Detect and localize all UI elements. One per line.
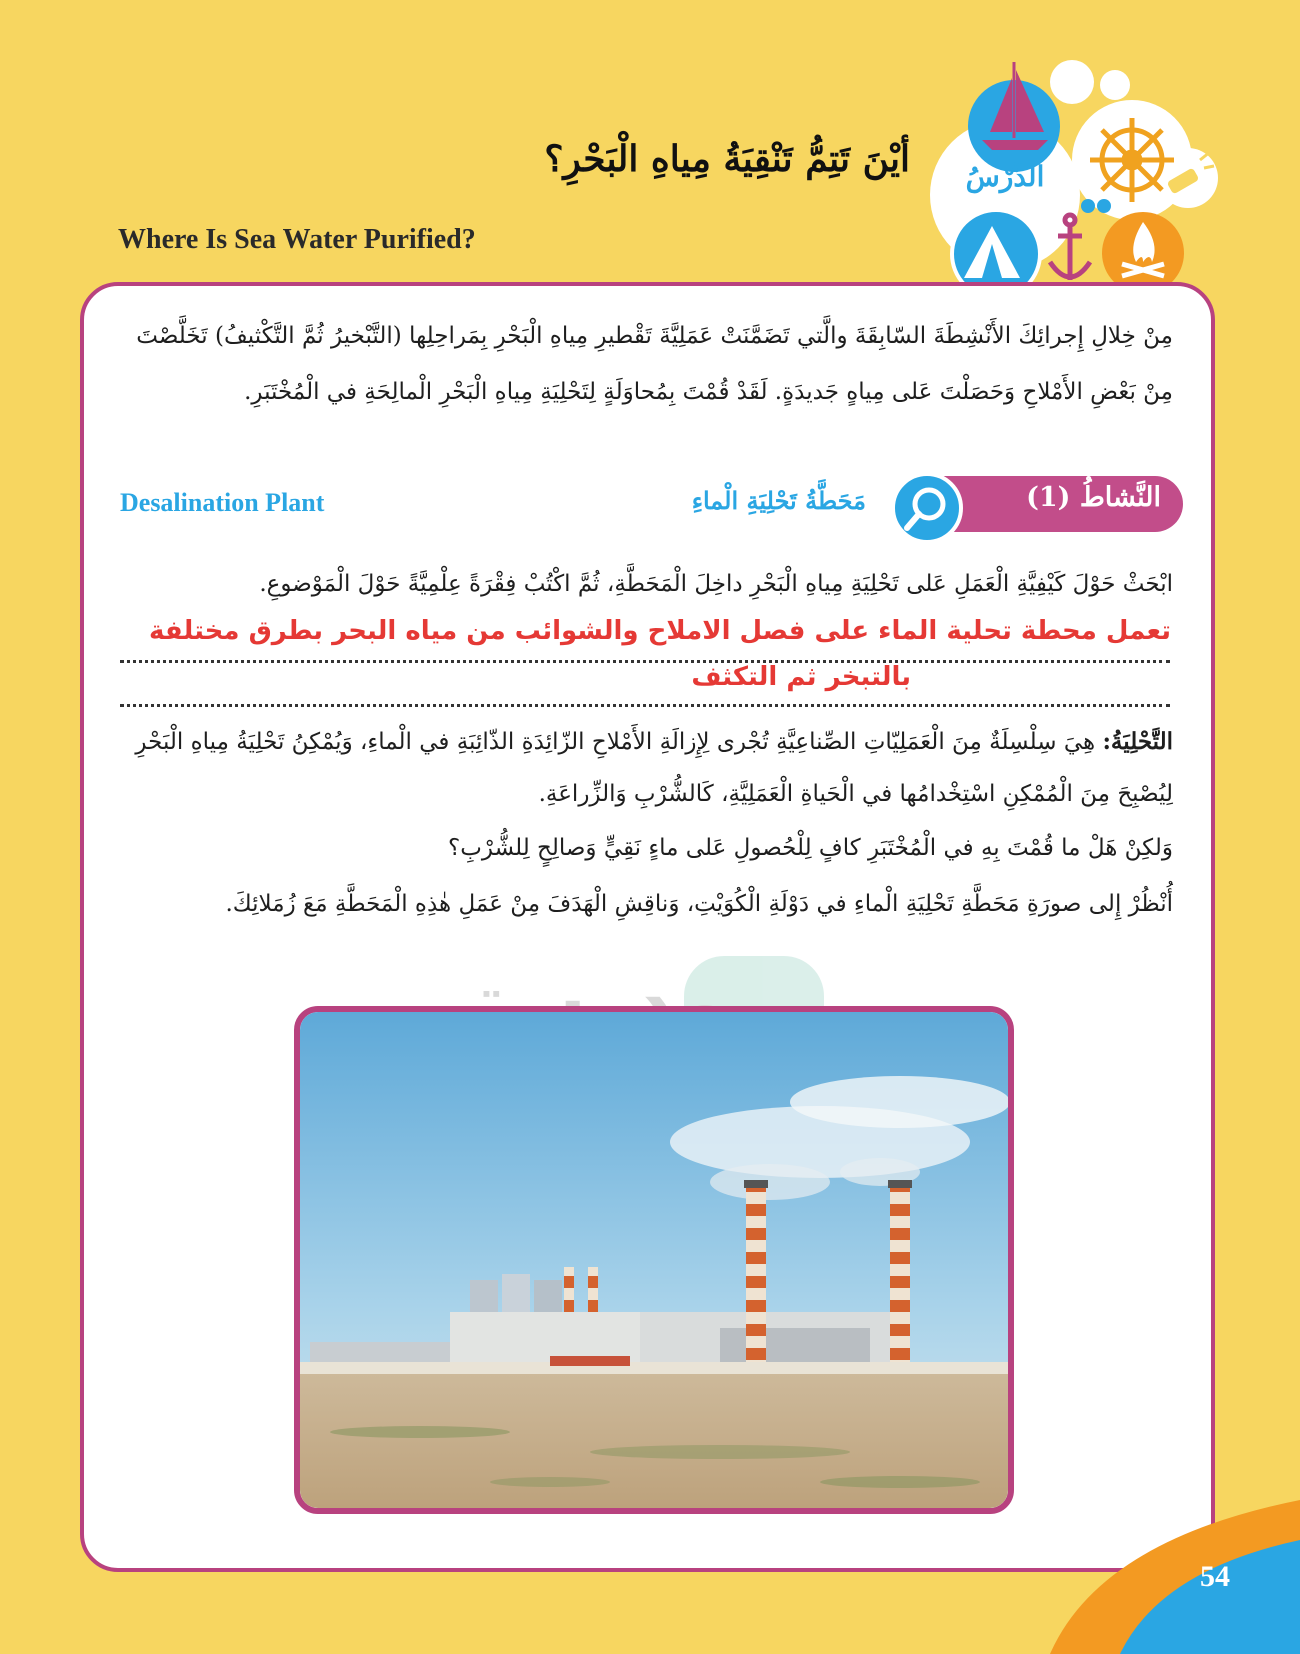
intro-paragraph: مِنْ خِلالِ إِجرائِكَ الأَنْشِطَةَ السّابِقَةَ والَّتي تَضَمَّنَتْ عَمَلِيَّةَ تَقْطيرِ مِياهِ الْبَحْرِ بِمَراحِلِها (التَّبْخيرُ ثُمَّ التَّكْثيفُ) تَخَلَّصْتَ مِنْ بَعْضِ الأَمْلاحِ وَحَصَلْتَ عَلى مِياهٍ جَديدَةٍ. لَقَدْ قُمْتَ بِمُحاوَلَةٍ لِتَحْلِيَةِ مِياهِ الْبَحْرِ الْمالِحَةِ في الْمُخْتَبَرِ. [136, 323, 1173, 405]
page-number: 54 [1200, 1560, 1230, 1593]
definition-text: هِيَ سِلْسِلَةٌ مِنَ الْعَمَلِيّاتِ الصِّناعِيَّةِ تُجْرى لِإِزالَةِ الأَمْلاحِ الزّائِدَةِ الذّائِبَةِ في الْماءِ، وَيُمْكِنُ تَحْلِيَةُ مِياهِ الْبَحْرِ لِيُصْبِحَ مِنَ الْمُمْكِنِ اسْتِخْدامُها في الْحَياةِ الْعَمَلِيَّةِ، كَالشُّرْبِ وَالزِّراعَةِ. [135, 729, 1173, 807]
definition-term: التَّحْلِيَةُ: [1102, 728, 1173, 755]
look-instruction: أُنْظُرْ إِلى صورَةِ مَحَطَّةِ تَحْلِيَةِ الْماءِ في دَوْلَةِ الْكُوَيْتِ، وَناقِشِ الْهَدَفَ مِنْ عَمَلِ هٰذِهِ الْمَحَطَّةِ مَعَ زُمَلائِكَ. [225, 891, 1173, 917]
activity-title-arabic: مَحَطَّةُ تَحْلِيَةِ الْماءِ [691, 486, 866, 515]
activity-label: النَّشاطُ (1) [1026, 482, 1161, 513]
question-paragraph: وَلكِنْ هَلْ ما قُمْتَ بِهِ في الْمُخْتَبَرِ كافٍ لِلْحُصولِ عَلى ماءٍ نَقِيٍّ وَصالِحٍ لِلشُّرْبِ؟ [448, 835, 1173, 861]
lesson-badge-label: الدَّرْسُ [965, 160, 1045, 193]
watermark-brand: مدرستي [394, 956, 729, 1049]
activity-instruction: ابْحَثْ حَوْلَ كَيْفِيَّةِ الْعَمَلِ عَلى تَحْلِيَةِ مِياهِ الْبَحْرِ داخِلَ الْمَحَطَّةِ، ثُمَّ اكْتُبْ فِقْرَةً عِلْمِيَّةً حَوْلَ الْمَوْضوعِ. [259, 571, 1173, 597]
answer-text-line-1: تعمل محطة تحلية الماء على فصل الاملاح والشوائب من مياه البحر بطرق مختلفة [148, 616, 1171, 646]
lesson-title-arabic: أيْنَ تَتِمُّ تَنْقِيَةُ مِياهِ الْبَحْرِ؟ [544, 138, 910, 180]
lesson-title-english: Where Is Sea Water Purified? [118, 224, 476, 255]
activity-title-english: Desalination Plant [120, 488, 325, 517]
answer-text-line-2: بالتبخر ثم التكثف [691, 662, 911, 692]
